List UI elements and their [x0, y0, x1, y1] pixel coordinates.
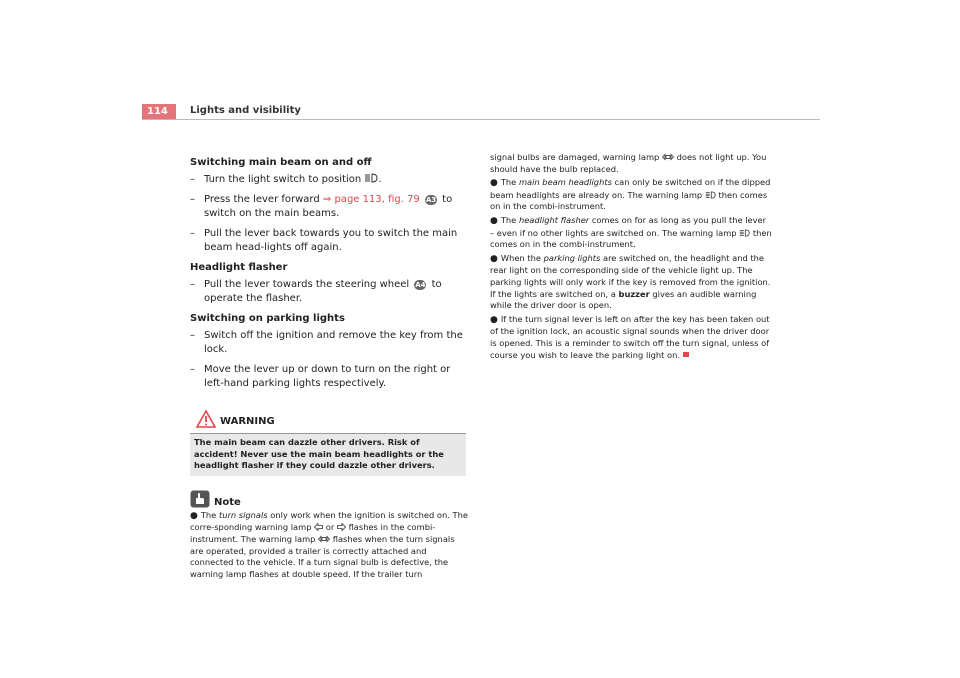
step: – Press the lever forward ⇒ page 113, fig. 79 A3 to switch on the main beams. [190, 194, 453, 219]
page-header-title: Lights and visibility [190, 105, 301, 116]
step-text: Switch off the ignition and remove the key from the lock. [204, 330, 463, 355]
note-bullet: ● The headlight flasher comes on for as long as you pull the lever – even if no other lights are switched on. The warning lamp then comes on in the combi-instrument. [490, 214, 772, 250]
step-text: Pull the lever towards the steering wheel [204, 279, 410, 290]
turn-right-icon [337, 523, 346, 531]
step: – Pull the lever back towards you to switch the main beam head-lights off again. [190, 227, 470, 255]
note-bullet: ● The main beam headlights can only be switched on if the dipped beam headlights are already on. The warning lamp then comes on in the combi-instrument. [490, 177, 771, 212]
section-title-main-beam: Switching main beam on and off [190, 157, 372, 168]
step: – Pull the lever towards the steering wheel A4 to operate the flasher. [190, 279, 442, 304]
note-bullet: ● If the turn signal lever is left on after the key has been taken out of the ignition lock, an acoustic signal sounds when the driver door is opened. This is a reminder to switch off the turn signal, unless of course you wish to leave the parking light on. [490, 313, 770, 360]
section-title-parking: Switching on parking lights [190, 313, 345, 324]
step-text: Turn the light switch to position [204, 174, 362, 185]
note-label: Note [214, 496, 241, 508]
warning-box [190, 409, 466, 476]
warning-text: The main beam can dazzle other drivers. Risk of accident! Never use the main beam headlights or the headlight flasher if they could dazzle other drivers. [194, 437, 444, 471]
note-text: ● The turn signals only work when the ignition is switched on. The corre-sponding warning lamp or flashes in the combi-instrument. The warning lamp flashes when the turn signals are operated, provided a trailer is correctly attached and connected to the vehicle. If a turn signal bulb is defective, the warning lamp flashes at double speed. If the trailer turn [190, 509, 468, 579]
step-text: Press the lever forward [204, 194, 320, 205]
continued-note: signal bulbs are damaged, warning lamp does not light up. You should have the bulb replaced. [490, 152, 767, 174]
step-text: to switch on the main beams. [204, 194, 453, 219]
right-column [490, 152, 772, 363]
note-bullet: ● When the parking lights are switched on, the headlight and the rear light on the corresponding side of the vehicle light up. The parking lights will only work if the key is removed from the ignition. If the lights are switched on, a buzzer gives an audible warning while the driver door is open. [490, 252, 771, 311]
main-beam-icon [364, 173, 378, 183]
warning-triangle-icon [196, 410, 216, 428]
callout-a3: A3 [425, 196, 437, 204]
step: – Move the lever up or down to turn on the right or left-hand parking lights respectively. [190, 363, 470, 391]
section-title-flasher: Headlight flasher [190, 262, 288, 273]
left-column [190, 156, 470, 580]
trailer-turn-icon [662, 153, 674, 161]
header-rule [142, 119, 820, 120]
warning-label: WARNING [220, 416, 275, 427]
note-hand-icon [190, 490, 210, 508]
note-header [190, 488, 470, 508]
step-text: Pull the lever back towards you to switch the main beam head-lights off again. [204, 228, 458, 253]
step-text: Move the lever up or down to turn on the right or left-hand parking lights respectively. [204, 364, 451, 389]
callout-a4: A4 [415, 281, 426, 289]
trailer-turn-icon [318, 535, 330, 543]
turn-left-icon [314, 523, 323, 531]
page-reference-link[interactable]: ⇒ page 113, fig. 79 [322, 194, 420, 205]
section-end-icon [683, 352, 689, 357]
step: – Turn the light switch to position . [190, 174, 382, 185]
main-beam-icon [739, 229, 750, 237]
page-number: 114 [142, 104, 176, 119]
step: – Switch off the ignition and remove the key from the lock. [190, 329, 470, 357]
main-beam-icon [705, 191, 716, 199]
step-text: to operate the flasher. [204, 279, 442, 304]
